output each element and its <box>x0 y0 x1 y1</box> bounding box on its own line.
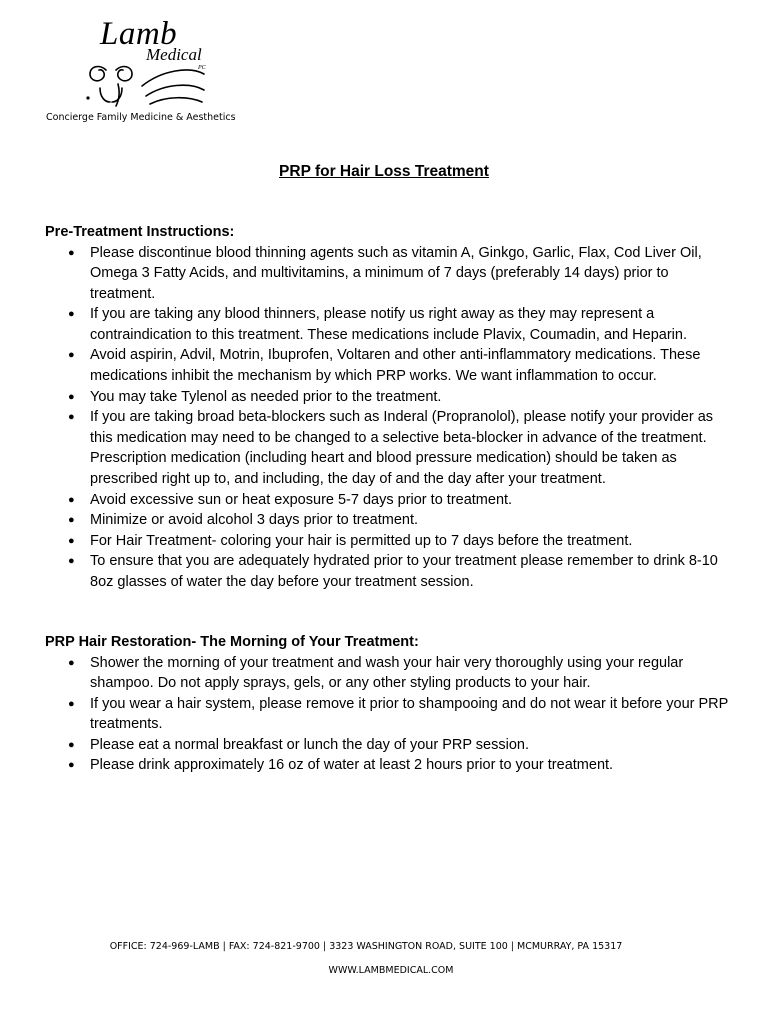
list-item: ● For Hair Treatment- coloring your hair is permitted up to 7 days before the treatment. <box>45 531 730 552</box>
bullet-icon: ● <box>68 390 75 403</box>
list-item: ● You may take Tylenol as needed prior to the treatment. <box>45 387 730 408</box>
bullet-icon: ● <box>68 738 75 751</box>
footer-website: WWW.LAMBMEDICAL.COM <box>328 965 454 976</box>
morning-section <box>45 632 730 776</box>
list-item: ● To ensure that you are adequately hydrated prior to your treatment please remember to drink 8-10 8oz glasses of water the day before your treatment session. <box>68 553 718 590</box>
morning-list <box>45 653 730 777</box>
logo-tagline: Concierge Family Medicine & Aesthetics <box>46 112 236 123</box>
list-item: ● Please drink approximately 16 oz of water at least 2 hours prior to your treatment. <box>45 755 730 776</box>
bullet-icon: ● <box>68 759 75 772</box>
document-title: PRP for Hair Loss Treatment <box>279 163 489 180</box>
bullet-icon: ● <box>68 308 75 321</box>
list-item: ● Shower the morning of your treatment and wash your hair very thoroughly using your regular shampoo. Do not apply sprays, gels, or any other styling products to your hair. <box>68 654 684 692</box>
list-item: ● If you wear a hair system, please remove it prior to shampooing and do not wear it before your PRP treatments. <box>68 695 729 733</box>
logo-wordmark: Lamb <box>100 16 178 52</box>
list-item: ● If you are taking any blood thinners, please notify us right away as they may represent a contraindication to this treatment. These medications include Plavix, Coumadin, and Heparin. <box>68 306 687 343</box>
logo-pc-text: PC <box>198 65 206 71</box>
pre-treatment-section <box>45 222 730 593</box>
list-item: ● Avoid aspirin, Advil, Motrin, Ibuprofen, Voltaren and other anti-inflammatory medications. These medications inhibit the mechanism by which PRP works. We want inflammation to occur. <box>68 347 701 385</box>
pre-treatment-list <box>45 243 730 593</box>
footer-contact: OFFICE: 724-969-LAMB | FAX: 724-821-9700 | 3323 WASHINGTON ROAD, SUITE 100 | MCMURRAY, PA 15317 <box>109 941 623 952</box>
bullet-icon: ● <box>68 246 75 259</box>
bullet-icon: ● <box>68 411 75 424</box>
list-item: ● Please discontinue blood thinning agents such as vitamin A, Ginkgo, Garlic, Flax, Cod Liver Oil, Omega 3 Fatty Acids, and multivitamins, a minimum of 7 days (preferably 14 days) prior to treatment. <box>68 244 702 302</box>
bullet-icon: ● <box>68 697 75 710</box>
bullet-icon: ● <box>68 555 75 568</box>
list-item: ● If you are taking broad beta-blockers such as Inderal (Propranolol), please notify your provider as this medication may need to be changed to a selective beta-blocker in advance of the treatment. Prescription medication (including heart and blood pressure medication) should be taken as prescribed right up to, and including, the day of and the day after your treatment. <box>68 409 714 488</box>
logo <box>46 14 256 130</box>
bullet-icon: ● <box>68 534 75 547</box>
pre-treatment-heading: Pre-Treatment Instructions: <box>45 224 235 240</box>
list-item: ● Minimize or avoid alcohol 3 days prior to treatment. <box>45 510 730 531</box>
bullet-icon: ● <box>68 349 75 362</box>
bullet-icon: ● <box>68 493 75 506</box>
morning-heading: PRP Hair Restoration- The Morning of Your Treatment: <box>45 634 419 650</box>
bullet-icon: ● <box>68 514 75 527</box>
logo-medical-text: Medical <box>146 45 202 64</box>
list-item: ● Please eat a normal breakfast or lunch the day of your PRP session. <box>45 735 730 756</box>
list-item: ● Avoid excessive sun or heat exposure 5-7 days prior to treatment. <box>45 490 730 511</box>
bullet-icon: ● <box>68 656 75 669</box>
